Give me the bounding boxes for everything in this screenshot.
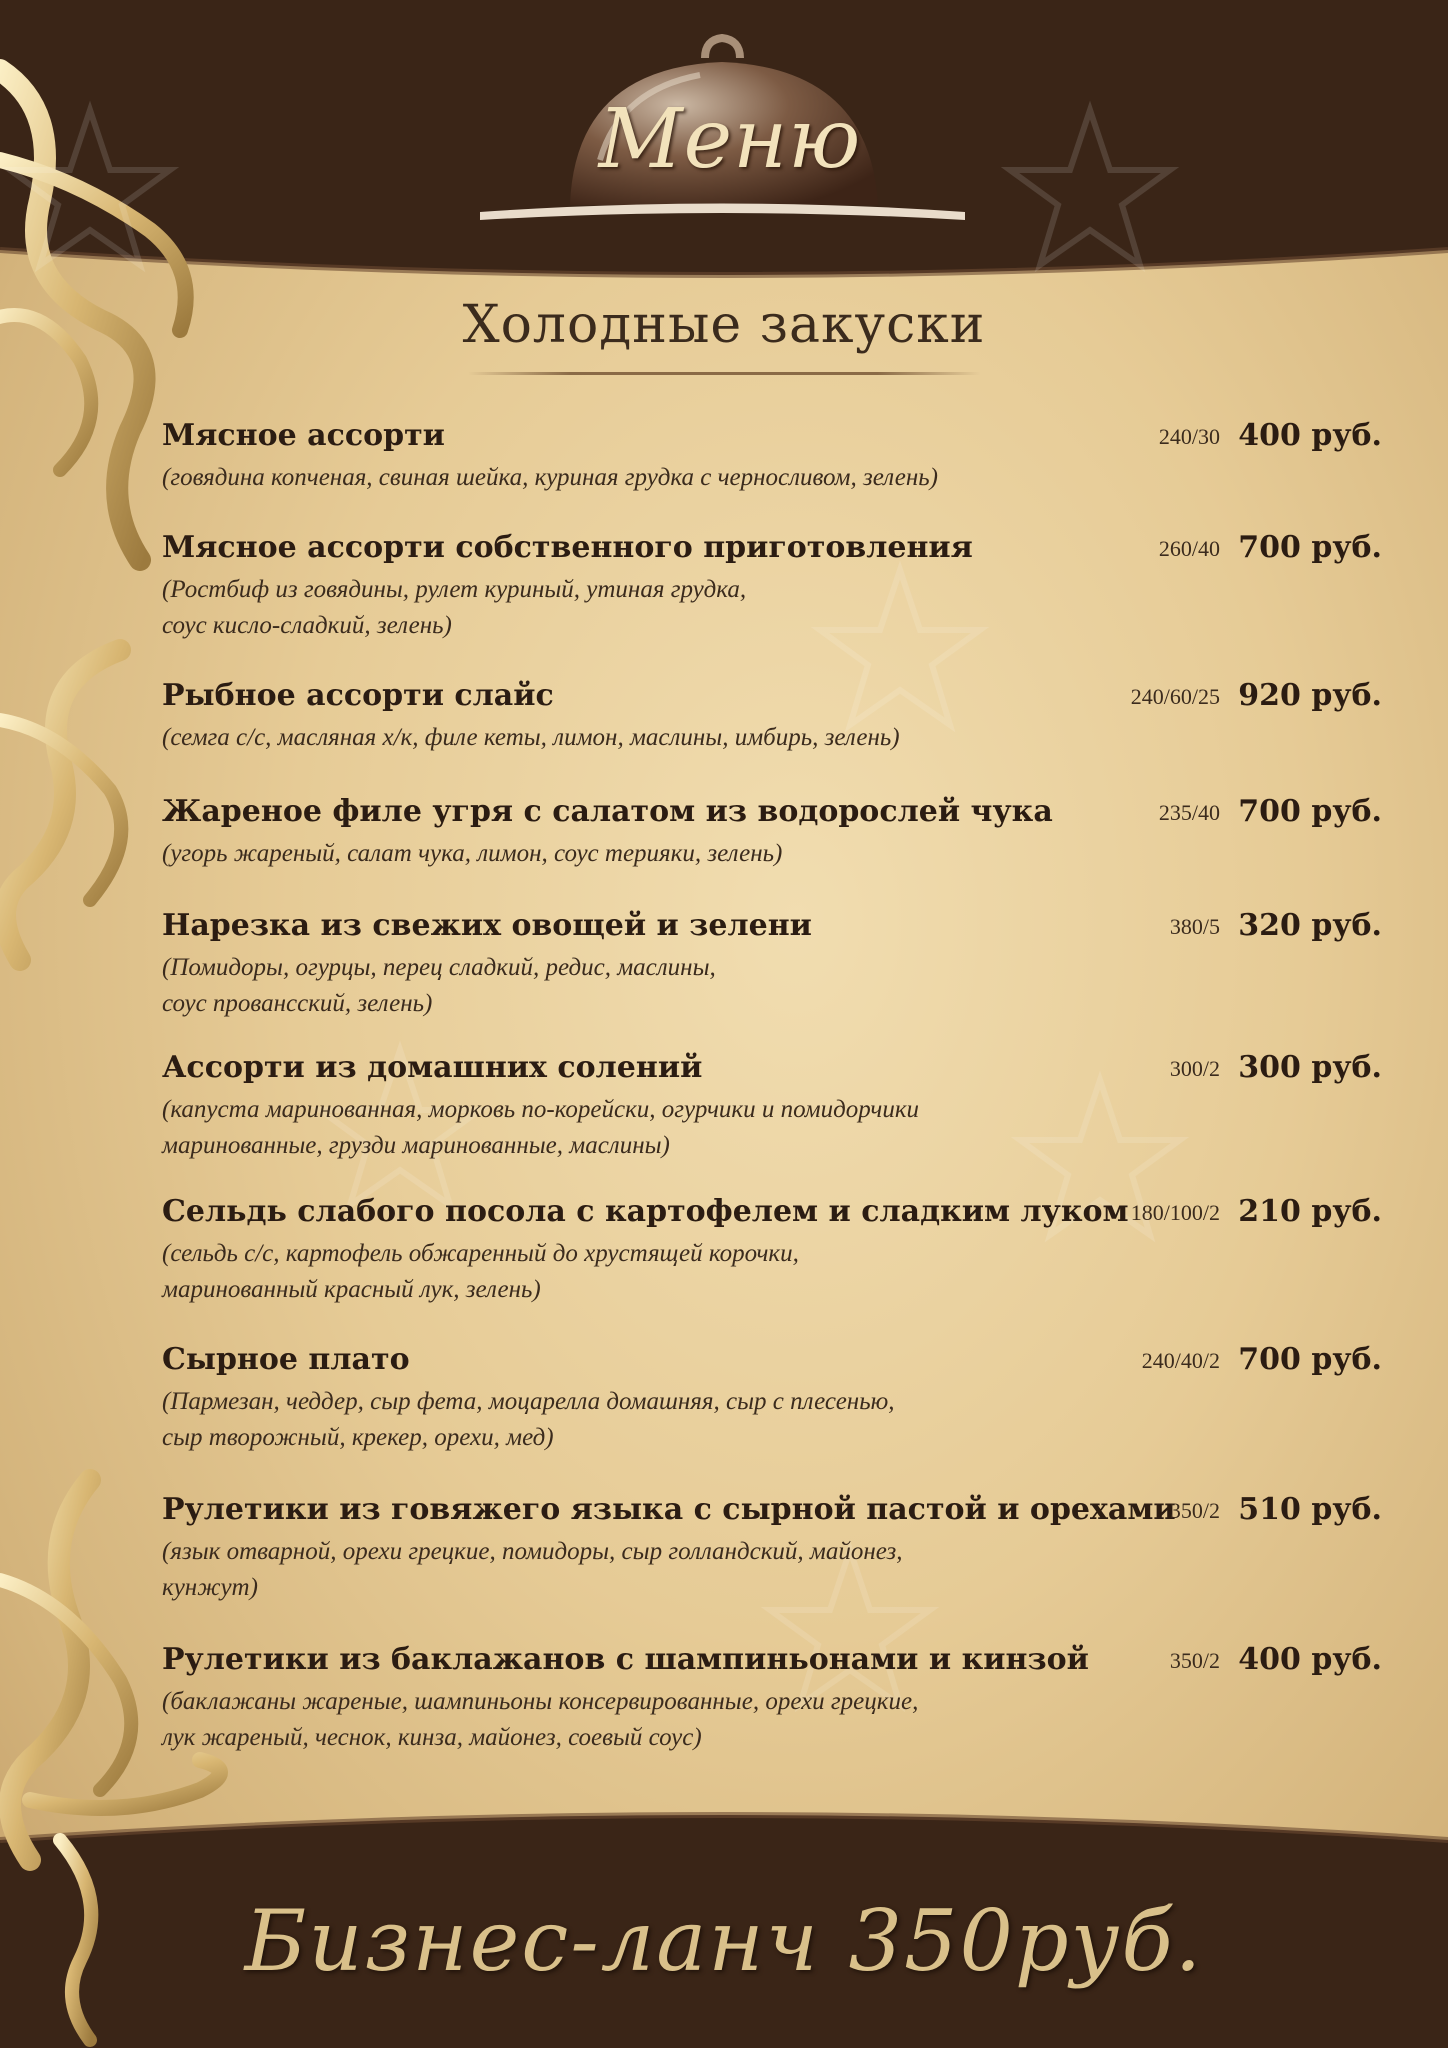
item-weight: 180/100/2 bbox=[1130, 1200, 1220, 1225]
item-price: 510 руб. bbox=[1238, 1492, 1382, 1527]
item-price: 700 руб. bbox=[1238, 530, 1382, 565]
item-name: Сельдь слабого посола с картофелем и сладким луком bbox=[162, 1194, 1129, 1229]
item-weight: 235/40 bbox=[1158, 800, 1220, 825]
item-price: 920 руб. bbox=[1238, 678, 1382, 713]
item-description: (сельдь с/с, картофель обжаренный до хрустящей корочки, маринованный красный лук, зелень) bbox=[162, 1240, 799, 1303]
item-price: 210 руб. bbox=[1238, 1194, 1382, 1229]
item-weight: 240/60/25 bbox=[1130, 684, 1220, 709]
business-lunch-banner: Бизнес-ланч 350руб. bbox=[244, 1892, 1204, 1990]
item-weight: 350/2 bbox=[1169, 1498, 1220, 1523]
item-name: Рыбное ассорти слайс bbox=[162, 678, 554, 713]
item-description: (Пармезан, чеддер, сыр фета, моцарелла домашняя, сыр с плесенью, сыр творожный, крекер, орехи, мед) bbox=[162, 1388, 895, 1451]
item-weight: 240/30 bbox=[1158, 424, 1220, 449]
item-price: 320 руб. bbox=[1238, 908, 1382, 943]
item-description: (капуста маринованная, морковь по-корейски, огурчики и помидорчики маринованные, грузди маринованные, маслины) bbox=[162, 1096, 920, 1159]
item-name: Рулетики из баклажанов с шампиньонами и кинзой bbox=[162, 1642, 1089, 1677]
section-title: Холодные закуски bbox=[462, 295, 986, 355]
item-name: Ассорти из домашних солений bbox=[162, 1050, 703, 1085]
item-price: 300 руб. bbox=[1238, 1050, 1382, 1085]
item-weight: 350/2 bbox=[1169, 1648, 1220, 1673]
item-description: (баклажаны жареные, шампиньоны консервированные, орехи грецкие, лук жареный, чеснок, кинза, майонез, соевый соус) bbox=[162, 1688, 919, 1751]
item-weight: 300/2 bbox=[1169, 1056, 1220, 1081]
item-description: (Помидоры, огурцы, перец сладкий, редис, маслины, соус провансский, зелень) bbox=[162, 954, 716, 1017]
item-description: (язык отварной, орехи грецкие, помидоры, сыр голландский, майонез, кунжут) bbox=[162, 1538, 903, 1601]
item-weight: 240/40/2 bbox=[1141, 1348, 1220, 1373]
item-name: Рулетики из говяжего языка с сырной пастой и орехами bbox=[162, 1492, 1176, 1527]
item-description: (говядина копченая, свиная шейка, куриная грудка с черносливом, зелень) bbox=[162, 464, 938, 491]
item-description: (угорь жареный, салат чука, лимон, соус терияки, зелень) bbox=[162, 840, 783, 867]
item-weight: 260/40 bbox=[1158, 536, 1220, 561]
header-title: Меню bbox=[598, 92, 862, 187]
item-description: (Ростбиф из говядины, рулет куриный, утиная грудка, соус кисло-сладкий, зелень) bbox=[162, 576, 747, 639]
item-price: 700 руб. bbox=[1238, 1342, 1382, 1377]
item-weight: 380/5 bbox=[1169, 914, 1220, 939]
item-price: 700 руб. bbox=[1238, 794, 1382, 829]
item-description: (семга с/с, масляная х/к, филе кеты, лимон, маслины, имбирь, зелень) bbox=[162, 724, 900, 751]
item-name: Жареное филе угря с салатом из водорослей чука bbox=[162, 794, 1053, 829]
item-price: 400 руб. bbox=[1238, 1642, 1382, 1677]
item-name: Мясное ассорти bbox=[162, 418, 445, 453]
item-name: Нарезка из свежих овощей и зелени bbox=[162, 908, 812, 943]
item-name: Сырное плато bbox=[162, 1342, 410, 1377]
item-price: 400 руб. bbox=[1238, 418, 1382, 453]
item-name: Мясное ассорти собственного приготовления bbox=[162, 530, 973, 565]
